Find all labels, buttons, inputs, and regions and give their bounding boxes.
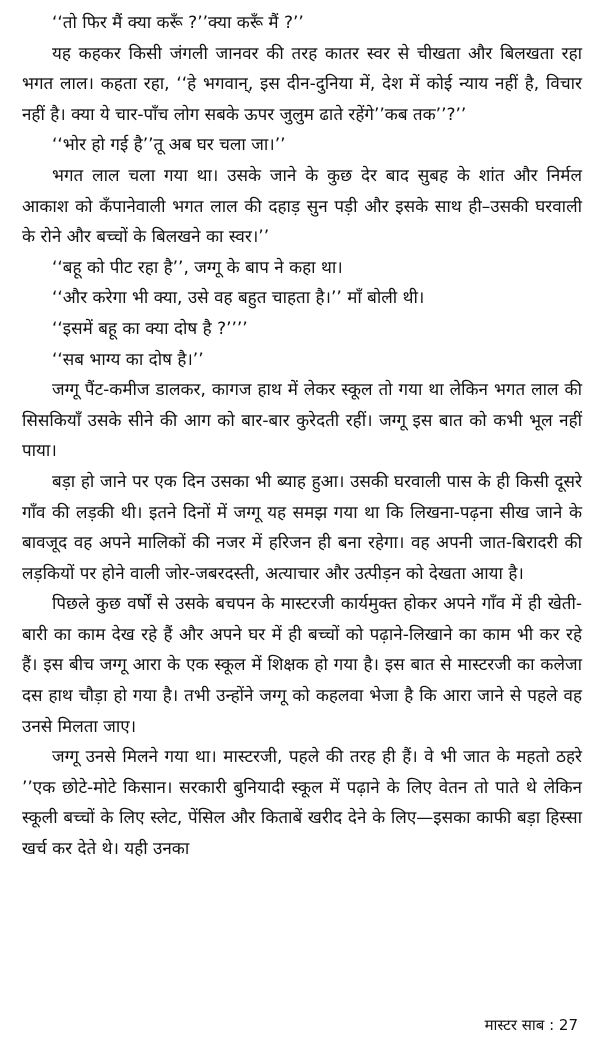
paragraph: बड़ा हो जाने पर एक दिन उसका भी ब्याह हुआ। उसकी घरवाली पास के ही किसी दूसरे गाँव की लड़की थी। इतने दिनों में जग्गू यह समझ गया था कि लिखना-पढ़ना सीख जाने के बावजूद वह अपने मालिकों की नजर में हरिजन ही बना रहेगा। वह अपनी जात-बिरादरी की लड़कियों पर होने वाली जोर-जबरदस्ती, अत्याचार और उत्पीड़न को देखता आया है। <box>22 471 582 584</box>
paragraph: ‘‘भोर हो गई है’’तू अब घर चला जा।’’ <box>52 135 286 156</box>
paragraph: ‘‘सब भाग्य का दोष है।’’ <box>52 349 204 370</box>
paragraph: पिछले कुछ वर्षों से उसके बचपन के मास्टरजी कार्यमुक्त होकर अपने गाँव में ही खेती-बारी का काम देख रहे हैं और अपने घर में ही बच्चों को पढ़ाने-लिखाने का काम भी कर रहे हैं। इस बीच जग्गू आरा के एक स्कूल में शिक्षक हो गया है। इस बात से मास्टरजी का कलेजा दस हाथ चौड़ा हो गया है। तभी उन्होंने जग्गू को कहलवा भेजा है कि आरा जाने से पहले वह उनसे मिलता जाए। <box>22 594 582 737</box>
paragraph: जग्गू उनसे मिलने गया था। मास्टरजी, पहले की तरह ही हैं। वे भी जात के महतो ठहरे ’’एक छोटे-मोटे किसान। सरकारी बुनियादी स्कूल में पढ़ाने के लिए वेतन तो पाते थे लेकिन स्कूली बच्चों के लिए स्लेट, पेंसिल और किताबें खरीद देने के लिए—इसका काफी बड़ा हिस्सा खर्च कर देते थे। यही उनका <box>22 747 582 860</box>
running-footer: मास्टर साब : 27 <box>484 1016 578 1034</box>
paragraph: यह कहकर किसी जंगली जानवर की तरह कातर स्वर से चीखता और बिलखता रहा भगत लाल। कहता रहा, ‘‘हे भगवान्, इस दीन-दुनिया में, देश में कोई न्याय नहीं है, विचार नहीं है। क्या ये चार-पाँच लोग सबके ऊपर जुलुम ढाते रहेंगे’’कब तक’’?’’ <box>22 43 582 125</box>
paragraph: ‘‘बहू को पीट रहा है’’, जग्गू के बाप ने कहा था। <box>52 257 343 278</box>
paragraph: ‘‘तो फिर मैं क्या करूँ ?’’क्या करूँ मैं ?’’ <box>52 13 304 33</box>
body-text <box>22 8 582 865</box>
paragraph: जग्गू पैंट-कमीज डालकर, कागज हाथ में लेकर स्कूल तो गया था लेकिन भगत लाल की सिसकियाँ उसके सीने की आग को बार-बार कुरेदती रहीं। जग्गू इस बात को कभी भूल नहीं पाया। <box>22 380 582 462</box>
paragraph: ‘‘और करेगा भी क्या, उसे वह बहुत चाहता है।’’ माँ बोली थी। <box>52 288 425 309</box>
paragraph: भगत लाल चला गया था। उसके जाने के कुछ देर बाद सुबह के शांत और निर्मल आकाश को कँपानेवाली भगत लाल की दहाड़ सुन पड़ी और इसके साथ ही–उसकी घरवाली के रोने और बच्चों के बिलखने का स्वर।’’ <box>22 165 582 248</box>
paragraph: ‘‘इसमें बहू का क्या दोष है ?’’’’ <box>52 318 248 339</box>
